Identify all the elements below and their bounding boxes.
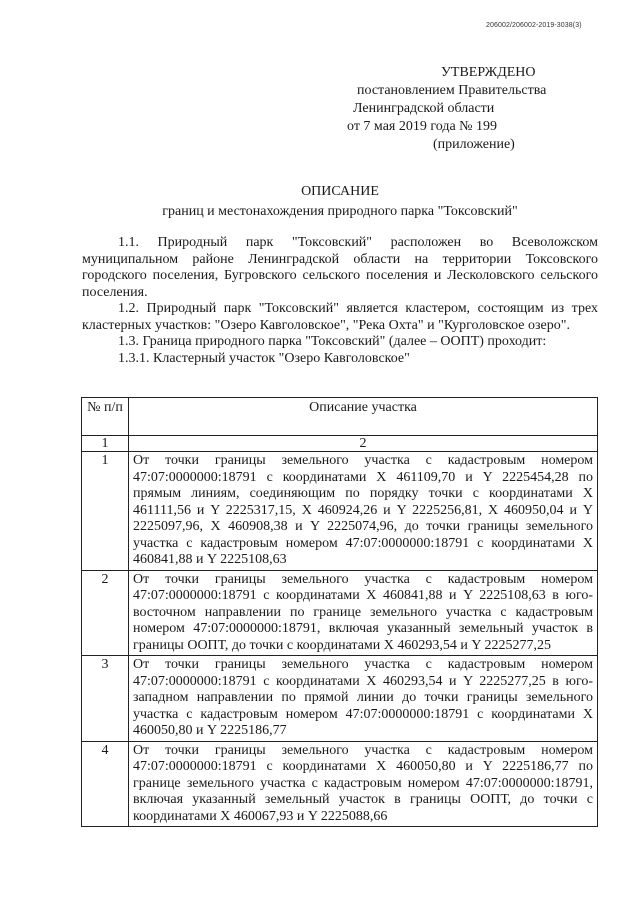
- document-title: ОПИСАНИЕ: [301, 184, 379, 199]
- paragraph-1-3: 1.3. Граница природного парка "Токсовский" (далее – ООПТ) проходит:: [118, 334, 547, 349]
- document-number: 206002/206002-2019-3038(3): [486, 22, 582, 29]
- approval-stamp: [345, 64, 585, 154]
- header-number: № п/п: [82, 398, 129, 436]
- paragraph-1-1: 1.1. Природный парк "Токсовский" расположен во Всеволожском муниципальном районе Ленинградской области на территории Токсовского городского поселения, Бугровского сельского поселения и Лесколовского сельского поселения.: [82, 235, 598, 300]
- document-body: [82, 235, 598, 367]
- approval-date: от 7 мая 2019 года № 199: [347, 119, 498, 134]
- row-number: 3: [82, 656, 129, 742]
- index-number: 1: [82, 436, 129, 452]
- document-subtitle: границ и местонахождения природного парка "Токсовский": [162, 204, 518, 219]
- approval-note: (приложение): [433, 137, 515, 152]
- table-index-row: [82, 436, 598, 452]
- row-number: 4: [82, 741, 129, 827]
- table-row: [82, 570, 598, 656]
- approval-line: постановлением Правительства: [357, 83, 547, 98]
- row-description: От точки границы земельного участка с кадастровым номером 47:07:0000000:18791 с координатами Х 460293,54 и Y 2225277,25 в юго-западном направлении по прямой линии до точки границы земельного участка с кадастровым номером 47:07:0000000:18791 с координатами Х 460050,80 и Y 2225186,77: [129, 656, 598, 742]
- table-row: [82, 741, 598, 827]
- boundary-table: [81, 397, 598, 827]
- table-header-row: [82, 398, 598, 436]
- header-description: Описание участка: [129, 398, 598, 436]
- row-number: 2: [82, 570, 129, 656]
- approval-line: Ленинградской области: [353, 101, 495, 116]
- index-description: 2: [129, 436, 598, 452]
- row-number: 1: [82, 452, 129, 571]
- row-description: От точки границы земельного участка с кадастровым номером 47:07:0000000:18791 с координатами Х 461109,70 и Y 2225454,28 по прямым линиям, соединяющим по порядку точки с координатами Х 461111,56 и Y 2225317,15, Х 460924,26 и Y 2225256,81, Х 460950,04 и Y 2225097,96, Х 460908,38 и Y 2225074,96, до точки границы земельного участка с кадастровым номером 47:07:0000000:18791 с координатами Х 460841,88 и Y 2225108,63: [129, 452, 598, 571]
- paragraph-1-2: 1.2. Природный парк "Токсовский" является кластером, состоящим из трех кластерных участков: "Озеро Кавголовское", "Река Охта" и "Курголовское озеро".: [82, 301, 598, 333]
- table-row: [82, 656, 598, 742]
- approval-heading: УТВЕРЖДЕНО: [441, 65, 536, 80]
- row-description: От точки границы земельного участка с кадастровым номером 47:07:0000000:18791 с координатами Х 460841,88 и Y 2225108,63 в юго-восточном направлении по границе земельного участка с кадастровым номером 47:07:0000000:18791, включая указанный земельный участок в границы ООПТ, до точки с координатами Х 460293,54 и Y 2225277,25: [129, 570, 598, 656]
- row-description: От точки границы земельного участка с кадастровым номером 47:07:0000000:18791 с координатами Х 460050,80 и Y 2225186,77 по границе земельного участка с кадастровым номером 47:07:0000000:18791, включая указанный земельный участок в границы ООПТ, до точки с координатами Х 460067,93 и Y 2225088,66: [129, 741, 598, 827]
- table-row: [82, 452, 598, 571]
- paragraph-1-3-1: 1.3.1. Кластерный участок "Озеро Кавголовское": [118, 350, 410, 366]
